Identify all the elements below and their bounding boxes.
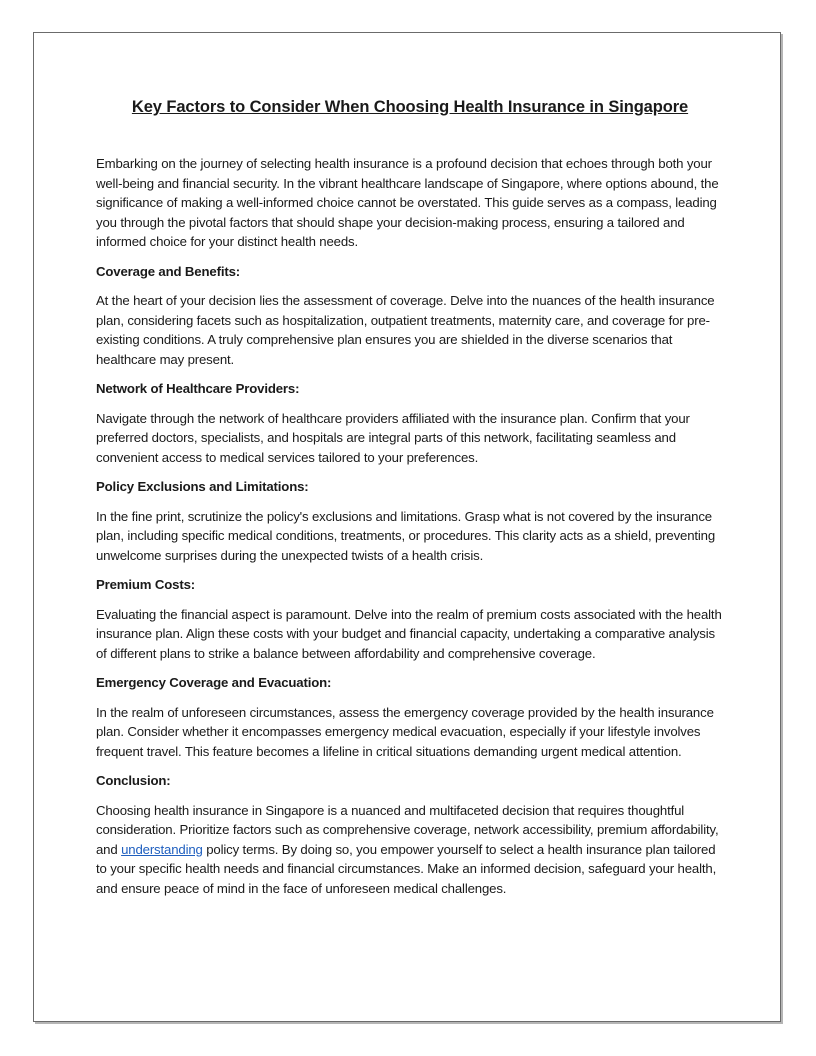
understanding-link[interactable]: understanding [121,841,203,857]
section-heading-premium: Premium Costs: [96,577,196,592]
section-heading-coverage: Coverage and Benefits: [96,263,240,279]
section-body-conclusion [96,801,724,899]
section-heading-emergency: Emergency Coverage and Evacuation: [96,675,332,690]
section-heading-exclusions: Policy Exclusions and Limitations: [96,479,309,494]
section-body-network: Navigate through the network of healthcare providers affiliated with the insurance plan. Confirm that your preferred doctors, specialists, and hospitals are integral parts of this network, facilitating seamless and convenient access to medical services tailored to your preferences. [96,410,690,465]
conclusion-text-after-link: policy terms. By doing so, you empower yourself to select a health insurance plan tailored to your specific health needs and financial circumstances. Make an informed decision, safeguard your health, and ensure peace of mind in the face of unforeseen medical challenges. [96,841,717,896]
conclusion-text-before-link: Choosing health insurance in Singapore is a nuanced and multifaceted decision that requires thoughtful consideration. Prioritize factors such as comprehensive coverage, network accessibility, premium affordability, and [96,802,719,857]
intro-paragraph: Embarking on the journey of selecting health insurance is a profound decision that echoes through both your well-being and financial security. In the vibrant healthcare landscape of Singapore, where options abound, the significance of making a well-informed choice cannot be overstated. This guide serves as a compass, leading you through the pivotal factors that should shape your decision-making process, ensuring a tailored and informed choice for your distinct health needs. [96,156,719,249]
section-heading-network: Network of Healthcare Providers: [96,381,300,396]
section-heading-conclusion: Conclusion: [96,773,171,788]
section-body-emergency: In the realm of unforeseen circumstances, assess the emergency coverage provided by the health insurance plan. Consider whether it encompasses emergency medical evacuation, especially if your lifestyle involves frequent travel. This feature becomes a lifeline in critical situations demanding urgent medical attention. [96,704,714,759]
section-body-premium: Evaluating the financial aspect is paramount. Delve into the realm of premium costs associated with the health insurance plan. Align these costs with your budget and financial capacity, undertaking a comparative analysis of different plans to strike a balance between affordability and comprehensive coverage. [96,606,722,661]
section-body-exclusions: In the fine print, scrutinize the policy's exclusions and limitations. Grasp what is not covered by the insurance plan, including specific medical conditions, treatments, or procedures. This clarity acts as a shield, preventing unwelcome surprises during the unexpected twists of a health crisis. [96,508,716,563]
section-body-coverage: At the heart of your decision lies the assessment of coverage. Delve into the nuances of the health insurance plan, considering facets such as hospitalization, outpatient treatments, maternity care, and coverage for pre-existing conditions. A truly comprehensive plan ensures you are shielded in the diverse scenarios that healthcare may present. [96,293,715,367]
document-title: Key Factors to Consider When Choosing Health Insurance in Singapore [131,98,689,116]
document-body [96,96,724,898]
